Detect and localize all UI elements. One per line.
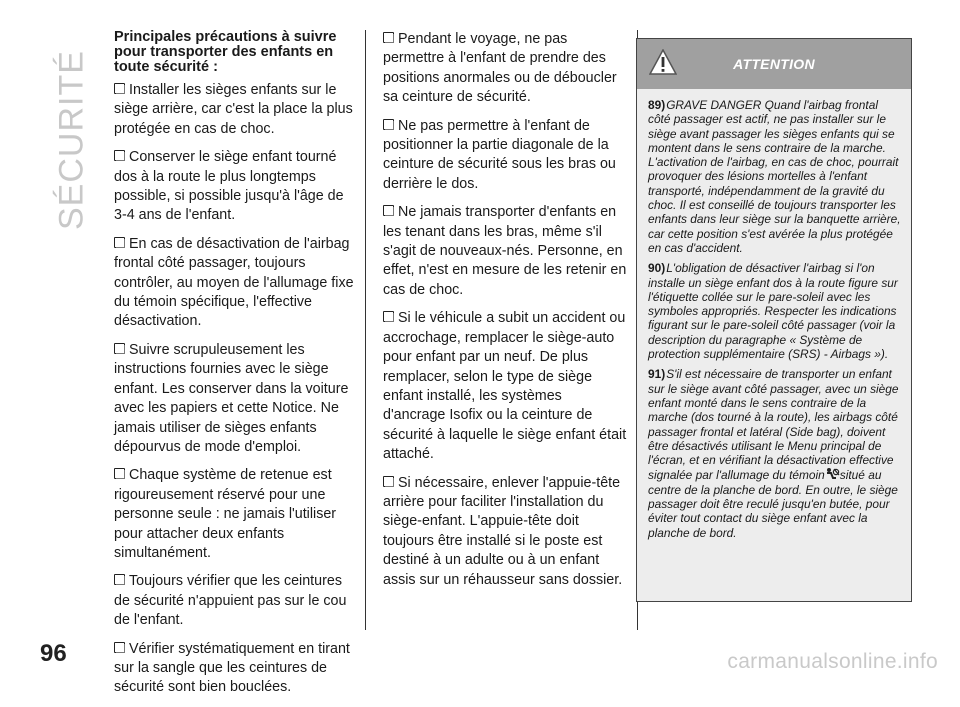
warning-note: 90)L'obligation de désactiver l'airbag si l'on installe un siège enfant dos à la route figure sur l'étiquette collée sur le pare-soleil avec les symboles appropriés. Respecter les indications figurant sur le pare-soleil côté passager (voir la description du paragraphe « Système de protection supplémentaire (SRS) - Airbags »). — [648, 261, 898, 362]
checkbox-bullet-icon — [383, 311, 394, 322]
list-item: Suivre scrupuleusement les instructions fournies avec le siège enfant. Les conserver dans la voiture avec les papiers et cette Notice. Ne jamais utiliser de sièges enfants dépourvus de mode d'emploi. — [114, 341, 349, 455]
list-item: En cas de désactivation de l'airbag frontal côté passager, toujours contrôler, au moyen de l'allumage fixe du témoin spécifique, l'effective désactivation. — [114, 235, 354, 330]
watermark: carmanualsonline.info — [727, 650, 938, 673]
warning-title: ATTENTION — [733, 56, 815, 72]
warning-box — [636, 38, 912, 602]
checkbox-bullet-icon — [114, 468, 125, 479]
list-item: Si le véhicule a subit un accident ou accrochage, remplacer le siège-auto pour enfant par un neuf. De plus remplacer, selon le type de siège enfant installé, les systèmes d'ancrage Isofix ou la ceinture de sécurité à laquelle le siège enfant était attaché. — [383, 310, 627, 463]
column-middle — [383, 30, 627, 599]
checkbox-bullet-icon — [114, 574, 125, 585]
section-heading: Principales précautions à suivre pour transporter des enfants en toute sécurité : — [114, 29, 337, 75]
checkbox-bullet-icon — [383, 476, 394, 487]
list-item: Pendant le voyage, ne pas permettre à l'enfant de prendre des positions anormales ou de déboucler sa ceinture de sécurité. — [383, 31, 617, 106]
checkbox-bullet-icon — [383, 119, 394, 130]
note-number: 91) — [648, 367, 666, 382]
warning-header — [637, 39, 911, 89]
list-item: Toujours vérifier que les ceintures de sécurité n'appuient pas sur le cou de l'enfant. — [114, 573, 347, 629]
airbag-off-icon — [825, 467, 840, 481]
checkbox-bullet-icon — [114, 642, 125, 653]
warning-note: 91)S'il est nécessaire de transporter un enfant sur le siège avant côté passager, avec un siège enfant monté dans le sens contraire de la marche (dos tourné à la route), les airbags côté passager frontal et latéral (Side bag), doivent être désactivés utilisant le Menu principal de l'écran, et en vérifiant la désactivation effective signalée par l'allumage du témoin situé au centre de la planche de bord. En outre, le siège passager doit être reculé jusqu'en butée, pour éviter tout contact du siège enfant avec la planche de bord. — [648, 367, 899, 540]
checkbox-bullet-icon — [383, 32, 394, 43]
warning-triangle-icon — [649, 49, 677, 75]
precautions-list-left — [114, 81, 356, 698]
checkbox-bullet-icon — [114, 237, 125, 248]
list-item: Conserver le siège enfant tourné dos à la route le plus longtemps possible, si possible jusqu'à l'âge de 3-4 ans de l'enfant. — [114, 149, 344, 224]
checkbox-bullet-icon — [114, 83, 125, 94]
list-item: Vérifier systématiquement en tirant sur la sangle que les ceintures de sécurité sont bien bouclées. — [114, 640, 350, 696]
list-item: Installer les sièges enfants sur le siège arrière, car c'est la place la plus protégée en cas de choc. — [114, 82, 353, 137]
list-item: Ne jamais transporter d'enfants en les tenant dans les bras, même s'il s'agit de nouveaux-nés. Personne, en effet, n'est en mesure de les retenir en cas de choc. — [383, 204, 627, 298]
note-number: 89) — [648, 98, 666, 112]
column-divider — [365, 30, 366, 630]
warning-note: 89)GRAVE DANGER Quand l'airbag frontal côté passager est actif, ne pas installer sur le siège avant passager les sièges enfants qui se montent dans le sens contraire de la marche. L'activation de l'airbag, en cas de choc, pourrait provoquer des lésions mortelles à l'enfant transporté, indépendamment de la gravité du choc. Il est conseillé de toujours transporter les enfants dans leur siège sur la banquette arrière, car cette position s'est avérée la plus protégée en cas d'accident. — [648, 98, 901, 255]
checkbox-bullet-icon — [114, 343, 125, 354]
list-item: Si nécessaire, enlever l'appuie-tête arrière pour faciliter l'installation du siège-enfant. L'appuie-tête doit toujours être installé si le poste est destiné à un adulte ou à un enfant assis sur un réhausseur sans dossier. — [383, 474, 623, 588]
checkbox-bullet-icon — [114, 150, 125, 161]
note-number: 90) — [648, 261, 666, 276]
column-left — [114, 30, 356, 707]
section-label: SÉCURITÉ — [52, 50, 91, 230]
page-number: 96 — [40, 640, 67, 667]
list-item: Chaque système de retenue est rigoureusement réservé pour une personne seule : ne jamais l'utiliser pour attacher deux enfants simultanément. — [114, 467, 337, 561]
checkbox-bullet-icon — [383, 205, 394, 216]
warning-notes — [637, 89, 911, 540]
list-item: Ne pas permettre à l'enfant de positionner la partie diagonale de la ceinture de sécurité sous les bras ou derrière le dos. — [383, 117, 616, 192]
